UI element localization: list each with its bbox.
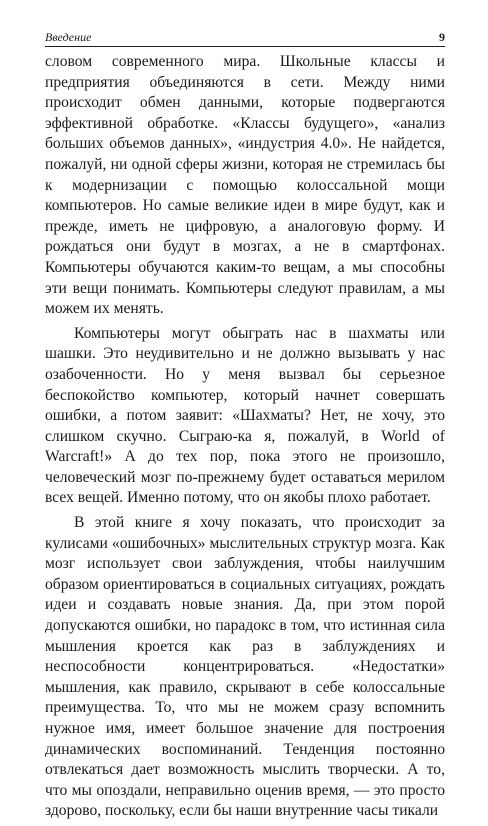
body-text [45,52,445,822]
running-head [45,30,445,47]
paragraph-1: словом современного мира. Школьные классы и предприятия объединяются в сети. Между ними происходит обмен данными, которые подвергаются эффективной обработке. «Классы будущего», «анализ больших объемов данных», «индустрия 4.0». Не найдется, пожалуй, ни одной сферы жизни, которая не стремилась бы к модернизации с помощью колоссальной мощи компьютеров. Но самые великие идеи в мире будут, как и прежде, иметь не цифровую, а аналоговую форму. И рождаться они будут в мозгах, а не в смартфонах. Компьютеры обучаются каким-то вещам, а мы способны эти вещи понимать. Компьютеры следуют правилам, а мы можем их менять. [45,53,445,318]
section-title: Введение [45,30,92,44]
paragraph-3: В этой книге я хочу показать, что происходит за кулисами «ошибочных» мыслительных структур мозга. Как мозг использует свои заблуждения, чтобы наилучшим образом ориентироваться в социальных ситуациях, рождать идеи и создавать новые знания. Да, при этом порой допускаются ошибки, но парадокс в том, что истинная сила мышления кроется как раз в заблуждениях и неспособности концентрироваться. «Недостатки» мышления, как правило, скрывают в себе колоссальные преимущества. То, что мы не можем сразу вспомнить нужное имя, имеет большое значение для построения динамических воспоминаний. Тенденция постоянно отвлекаться дает возможность мыслить творчески. А то, что мы опоздали, неправильно оценив время, — это просто здорово, поскольку, если бы наши внутренние часы тикали [45,514,445,820]
book-page [45,30,445,826]
page-number: 9 [439,30,445,44]
paragraph-2: Компьютеры могут обыграть нас в шахматы или шашки. Это неудивительно и не должно вызывать у нас озабоченности. Но у меня вызвал бы серьезное беспокойство компьютер, который начнет совершать ошибки, а потом заявит: «Шахматы? Нет, не хочу, это слишком скучно. Сыграю-ка я, пожалуй, в World of Warcraft!» А до тех пор, пока этого не произошло, человеческий мозг по-прежнему будет оставаться мерилом всех вещей. Именно потому, что он якобы плохо работает. [45,324,445,507]
